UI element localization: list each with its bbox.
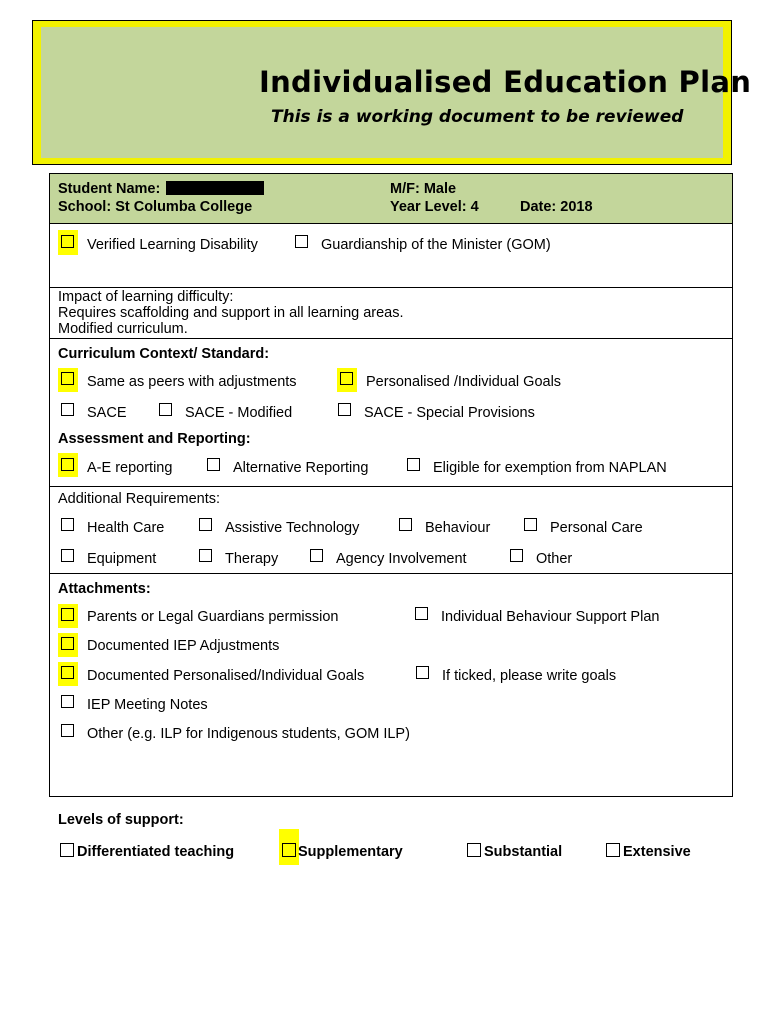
ae-reporting-checkbox[interactable] (61, 458, 74, 471)
additional-requirements-row (50, 487, 732, 574)
other-requirement-checkbox[interactable] (510, 549, 523, 562)
impact-heading: Impact of learning difficulty: (58, 289, 234, 305)
therapy-label: Therapy (225, 551, 279, 567)
behaviour-checkbox[interactable] (399, 518, 412, 531)
parents-permission-label: Parents or Legal Guardians permission (87, 609, 339, 625)
title-banner (32, 20, 752, 165)
year-level-label: Year Level: 4 (390, 199, 479, 215)
curriculum-row (50, 339, 732, 487)
personalised-goals-doc-label: Documented Personalised/Individual Goals (87, 668, 365, 684)
student-name-label: Student Name: (58, 181, 161, 197)
write-goals-label: If ticked, please write goals (442, 668, 617, 684)
agency-checkbox[interactable] (310, 549, 323, 562)
assistive-tech-label: Assistive Technology (225, 520, 360, 536)
sace-special-checkbox[interactable] (338, 403, 351, 416)
personalised-goals-label: Personalised /Individual Goals (366, 374, 562, 390)
agency-label: Agency Involvement (336, 551, 467, 567)
write-goals-checkbox[interactable] (416, 666, 429, 679)
extensive-label: Extensive (623, 844, 691, 860)
meeting-notes-checkbox[interactable] (61, 695, 74, 708)
substantial-label: Substantial (484, 844, 563, 860)
student-name-field (58, 181, 264, 198)
attachments-heading: Attachments: (58, 581, 151, 597)
levels-heading: Levels of support: (58, 812, 184, 828)
other-attachment-checkbox[interactable] (61, 724, 74, 737)
additional-heading: Additional Requirements: (58, 491, 221, 507)
iep-adjustments-label: Documented IEP Adjustments (87, 638, 280, 654)
school-label: School: St Columba College (58, 199, 253, 215)
differentiated-checkbox[interactable] (60, 843, 74, 857)
substantial-checkbox[interactable] (467, 843, 481, 857)
verified-disability-label: Verified Learning Disability (87, 237, 258, 253)
supplementary-checkbox[interactable] (282, 843, 296, 857)
personal-care-checkbox[interactable] (524, 518, 537, 531)
personal-care-label: Personal Care (550, 520, 643, 536)
sace-label: SACE (87, 405, 127, 421)
other-requirement-label: Other (536, 551, 573, 567)
behaviour-plan-label: Individual Behaviour Support Plan (441, 609, 660, 625)
levels-of-support (0, 800, 768, 880)
verified-disability-checkbox[interactable] (61, 235, 74, 248)
same-as-peers-checkbox[interactable] (61, 372, 74, 385)
therapy-checkbox[interactable] (199, 549, 212, 562)
sace-modified-checkbox[interactable] (159, 403, 172, 416)
gender-label: M/F: Male (390, 181, 457, 197)
impact-line-curriculum: Modified curriculum. (58, 321, 188, 337)
page-subtitle: This is a working document to be reviewed (271, 107, 684, 127)
differentiated-label: Differentiated teaching (77, 844, 235, 860)
naplan-label: Eligible for exemption from NAPLAN (433, 460, 667, 476)
ae-reporting-label: A-E reporting (87, 460, 173, 476)
same-as-peers-label: Same as peers with adjustments (87, 374, 297, 390)
date-label: Date: 2018 (520, 199, 593, 215)
student-info-row (50, 174, 732, 224)
naplan-checkbox[interactable] (407, 458, 420, 471)
impact-row (50, 288, 732, 339)
behaviour-plan-checkbox[interactable] (415, 607, 428, 620)
impact-line-support: Requires scaffolding and support in all learning areas. (58, 305, 404, 321)
iep-form (49, 173, 733, 797)
personalised-goals-checkbox[interactable] (340, 372, 353, 385)
sace-modified-label: SACE - Modified (185, 405, 293, 421)
iep-adjustments-checkbox[interactable] (61, 637, 74, 650)
health-care-checkbox[interactable] (61, 518, 74, 531)
meeting-notes-label: IEP Meeting Notes (87, 697, 208, 713)
redacted-name (166, 181, 264, 195)
extensive-checkbox[interactable] (606, 843, 620, 857)
alt-reporting-checkbox[interactable] (207, 458, 220, 471)
curriculum-heading: Curriculum Context/ Standard: (58, 346, 270, 362)
sace-checkbox[interactable] (61, 403, 74, 416)
equipment-checkbox[interactable] (61, 549, 74, 562)
assistive-tech-checkbox[interactable] (199, 518, 212, 531)
sace-special-label: SACE - Special Provisions (364, 405, 535, 421)
attachments-row (50, 574, 732, 796)
parents-permission-checkbox[interactable] (61, 608, 74, 621)
personalised-goals-doc-checkbox[interactable] (61, 666, 74, 679)
gom-label: Guardianship of the Minister (GOM) (321, 237, 551, 253)
alt-reporting-label: Alternative Reporting (233, 460, 369, 476)
behaviour-label: Behaviour (425, 520, 491, 536)
assessment-heading: Assessment and Reporting: (58, 431, 251, 447)
eligibility-row (50, 224, 732, 288)
gom-checkbox[interactable] (295, 235, 308, 248)
page-title: Individualised Education Plan (259, 65, 752, 99)
health-care-label: Health Care (87, 520, 165, 536)
other-attachment-label: Other (e.g. ILP for Indigenous students, GOM ILP) (87, 726, 410, 742)
supplementary-label: Supplementary (298, 844, 403, 860)
equipment-label: Equipment (87, 551, 157, 567)
